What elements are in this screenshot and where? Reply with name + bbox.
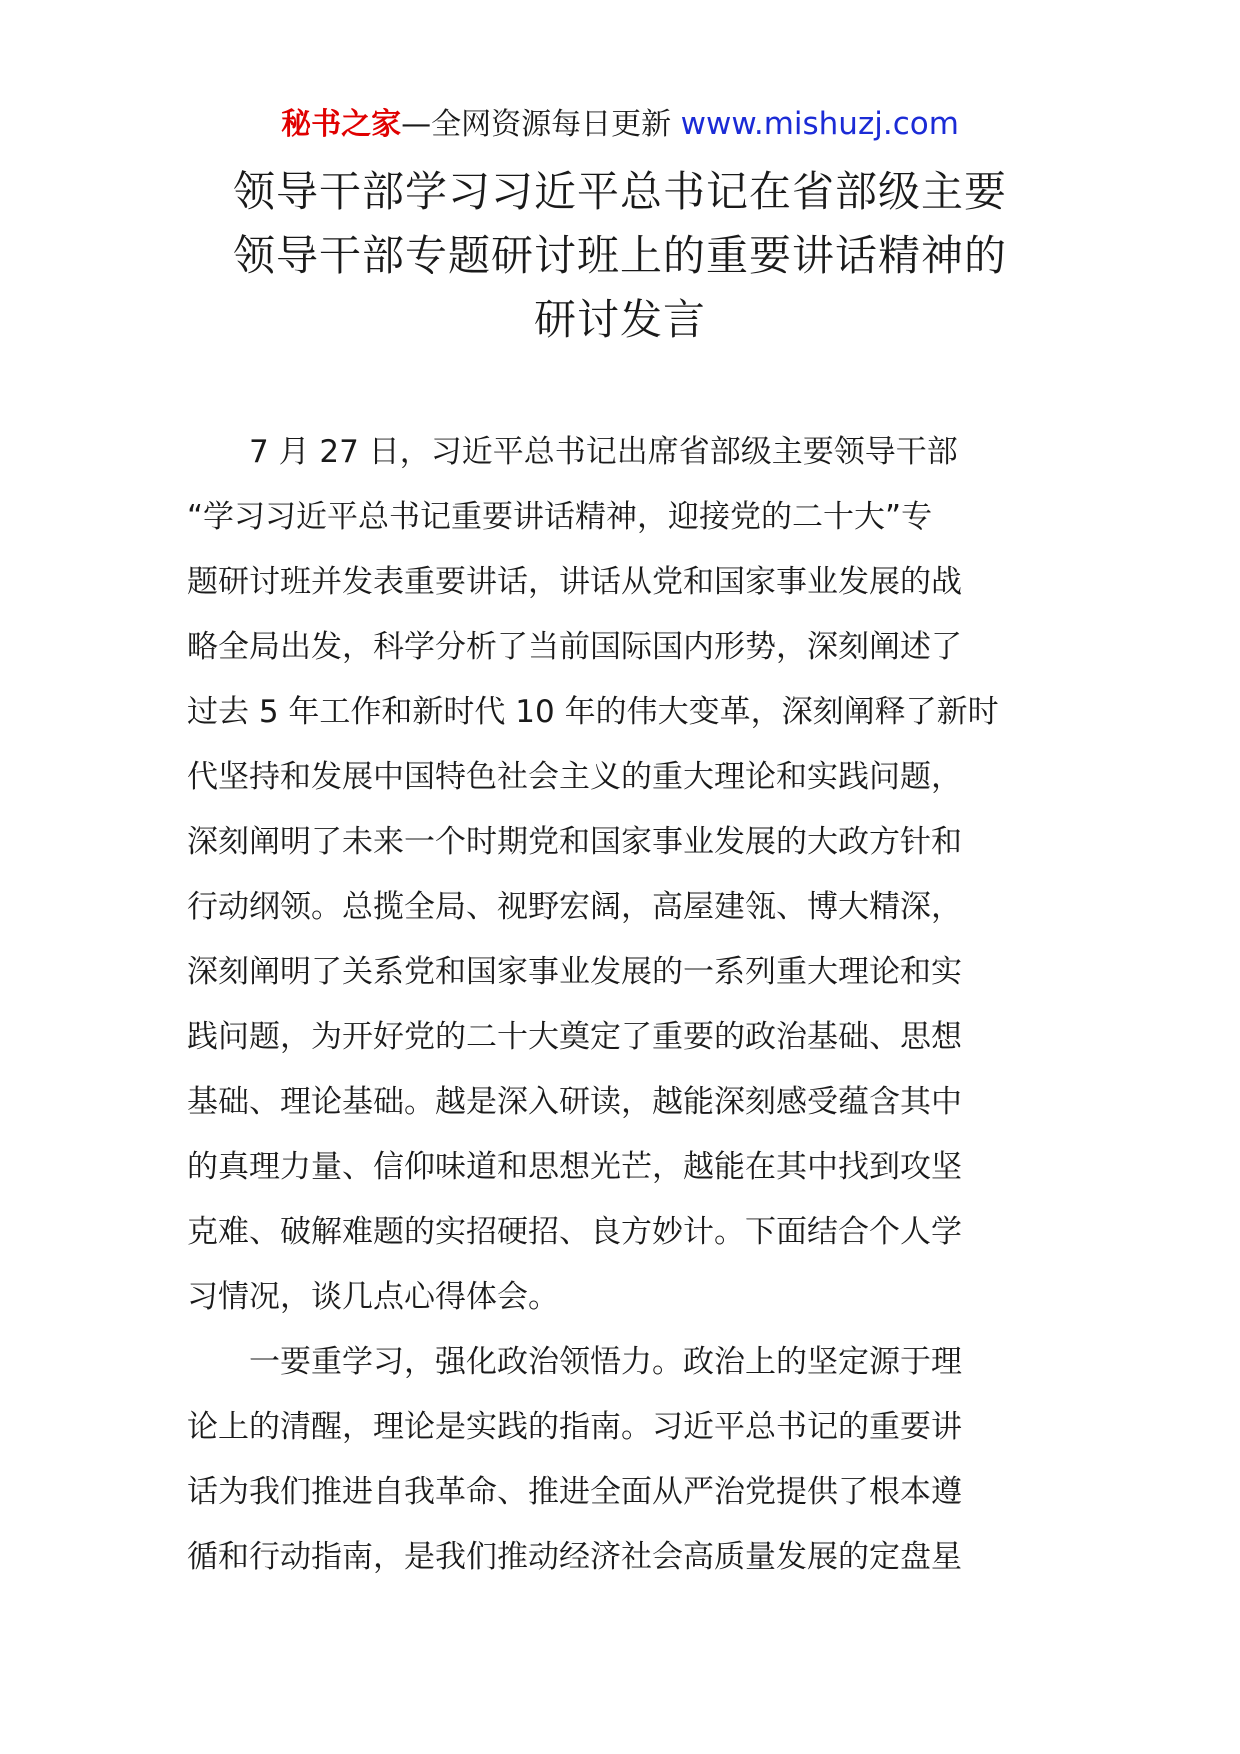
site-header (0, 104, 1240, 144)
text-line: 循和行动指南，是我们推动经济社会高质量发展的定盘星 (187, 1539, 962, 1575)
text-line: 过去 5 年工作和新时代 10 年的伟大变革，深刻阐释了新时 (187, 694, 999, 730)
text-line: 的真理力量、信仰味道和思想光芒，越能在其中找到攻坚 (187, 1149, 962, 1185)
text-line: 代坚持和发展中国特色社会主义的重大理论和实践问题， (187, 759, 962, 795)
text-line: 一要重学习，强化政治领悟力。政治上的坚定源于理 (249, 1344, 962, 1380)
text-line: 基础、理论基础。越是深入研读，越能深刻感受蕴含其中 (187, 1084, 962, 1120)
text-line: 论上的清醒，理论是实践的指南。习近平总书记的重要讲 (187, 1409, 962, 1445)
text-line: 深刻阐明了未来一个时期党和国家事业发展的大政方针和 (187, 824, 962, 860)
header-tagline: —全网资源每日更新 (401, 107, 672, 142)
title-line: 领导干部专题研讨班上的重要讲话精神的 (232, 231, 1007, 280)
text-line: 深刻阐明了关系党和国家事业发展的一系列重大理论和实 (187, 954, 962, 990)
paragraph-point-one (187, 1330, 1053, 1590)
document-title (100, 160, 1140, 352)
text-line: “学习习近平总书记重要讲话精神，迎接党的二十大”专 (187, 499, 933, 535)
paragraph-intro (187, 420, 1053, 1330)
text-line: 话为我们推进自我革命、推进全面从严治党提供了根本遵 (187, 1474, 962, 1510)
text-line: 略全局出发，科学分析了当前国际国内形势，深刻阐述了 (187, 629, 962, 665)
text-line: 践问题，为开好党的二十大奠定了重要的政治基础、思想 (187, 1019, 962, 1055)
text-line: 7 月 27 日，习近平总书记出席省部级主要领导干部 (249, 434, 958, 470)
text-line: 行动纲领。总揽全局、视野宏阔，高屋建瓴、博大精深， (187, 889, 962, 925)
text-line: 习情况，谈几点心得体会。 (187, 1279, 559, 1315)
brand-name: 秘书之家 (281, 107, 402, 142)
title-line: 研讨发言 (533, 295, 706, 344)
site-url[interactable]: www.mishuzj.com (680, 106, 959, 142)
text-line: 克难、破解难题的实招硬招、良方妙计。下面结合个人学 (187, 1214, 962, 1250)
document-body (187, 420, 1053, 1590)
text-line: 题研讨班并发表重要讲话，讲话从党和国家事业发展的战 (187, 564, 962, 600)
title-line: 领导干部学习习近平总书记在省部级主要 (232, 167, 1007, 216)
